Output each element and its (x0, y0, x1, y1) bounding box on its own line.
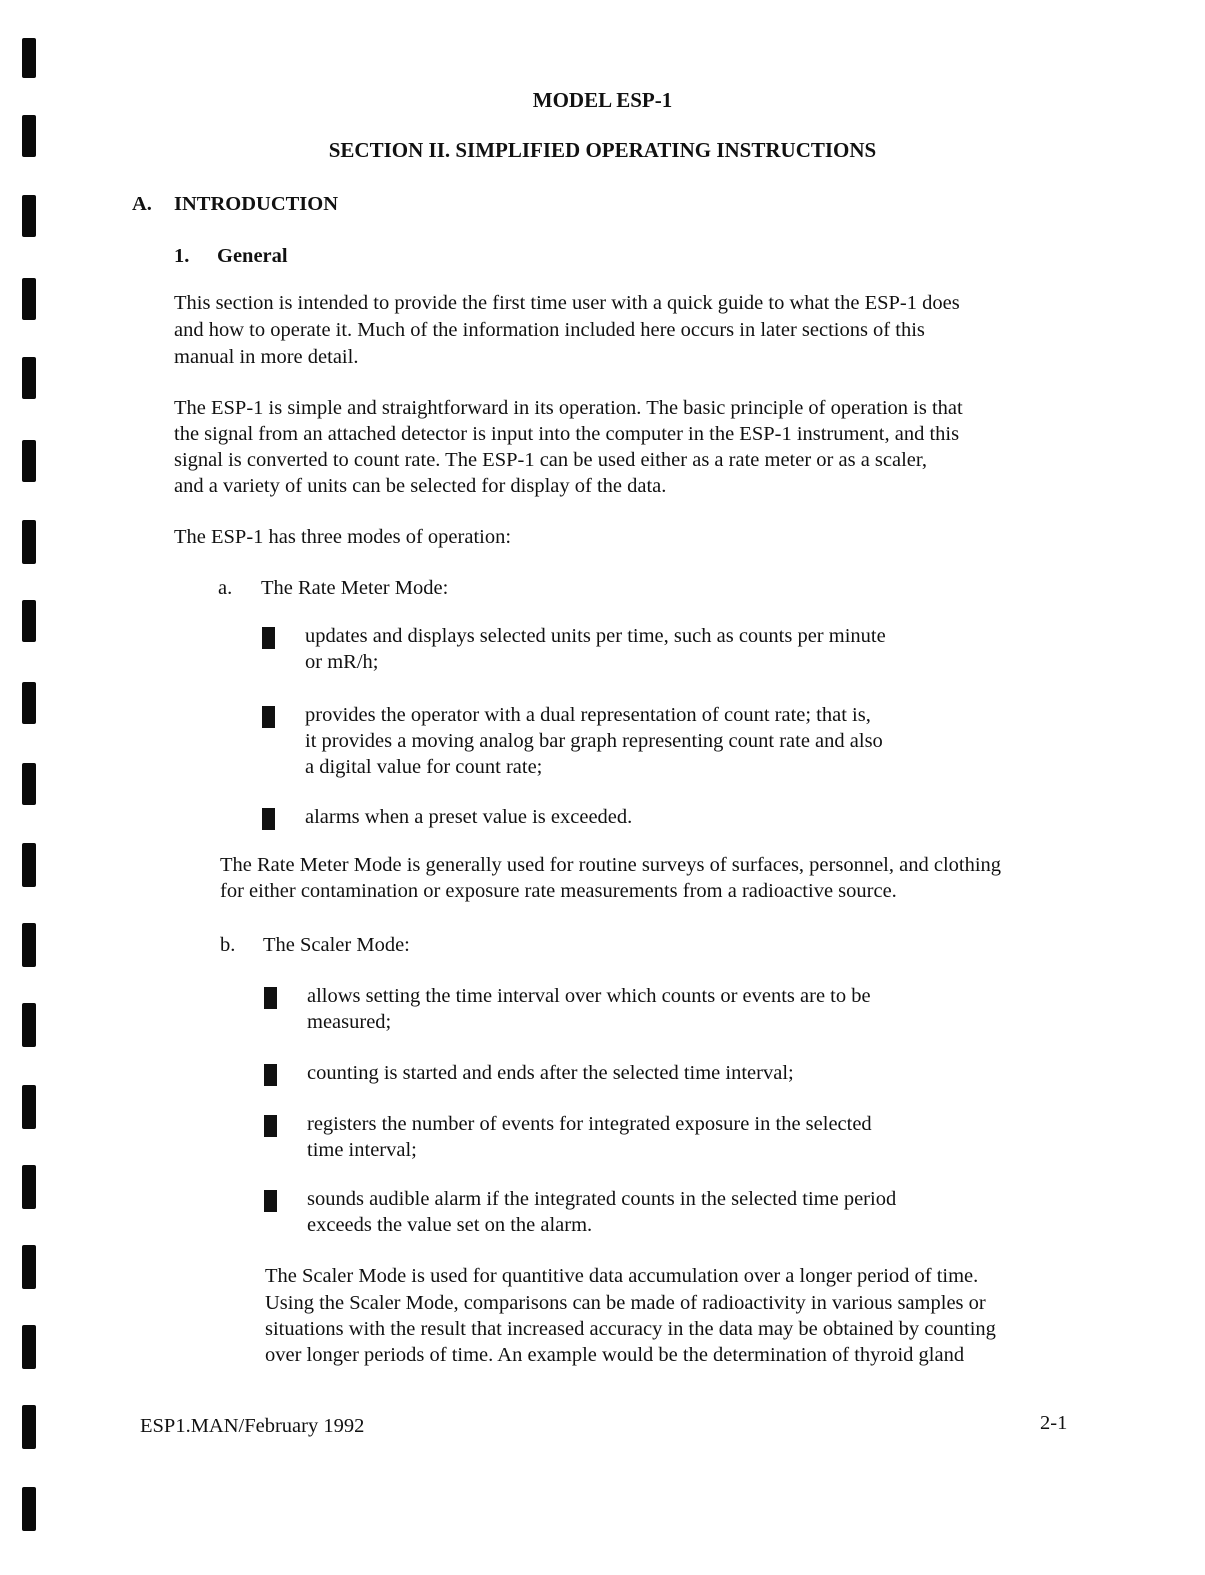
mode-a-title: The Rate Meter Mode: (261, 577, 449, 599)
bullet-text-line: allows setting the time interval over which counts or events are to be (307, 985, 871, 1007)
bullet-text-line: exceeds the value set on the alarm. (307, 1214, 593, 1236)
bullet-square-icon (264, 1190, 277, 1212)
paragraph-line: manual in more detail. (174, 346, 359, 368)
bullet-text-line: it provides a moving analog bar graph representing count rate and also (305, 730, 883, 752)
binder-mark (22, 682, 36, 724)
section-a-title: INTRODUCTION (174, 193, 339, 215)
binder-mark (22, 1003, 36, 1047)
mode-b-title: The Scaler Mode: (263, 934, 410, 956)
footer-doc-ref: ESP1.MAN/February 1992 (140, 1415, 365, 1437)
binder-mark (22, 763, 36, 805)
binder-mark (22, 1325, 36, 1369)
bullet-square-icon (264, 1064, 277, 1086)
section-a-letter: A. (132, 193, 152, 215)
paragraph-line: situations with the result that increased accuracy in the data may be obtained by counting (265, 1318, 996, 1340)
paragraph-line: the signal from an attached detector is input into the computer in the ESP-1 instrument, and this (174, 423, 960, 445)
paragraph-line: for either contamination or exposure rate measurements from a radioactive source. (220, 880, 897, 902)
subsection-number: 1. (174, 245, 190, 267)
binder-mark (22, 357, 36, 399)
bullet-text-line: counting is started and ends after the selected time interval; (307, 1062, 794, 1084)
bullet-text-line: sounds audible alarm if the integrated counts in the selected time period (307, 1188, 897, 1210)
binder-mark (22, 278, 36, 320)
binder-mark (22, 600, 36, 642)
paragraph-line: and a variety of units can be selected for display of the data. (174, 475, 667, 497)
footer-page-number: 2-1 (1040, 1412, 1068, 1434)
bullet-text-line: time interval; (307, 1139, 417, 1161)
bullet-square-icon (262, 706, 275, 728)
bullet-text-line: alarms when a preset value is exceeded. (305, 806, 633, 828)
bullet-square-icon (262, 808, 275, 830)
paragraph-line: This section is intended to provide the first time user with a quick guide to what the ESP-1 does (174, 292, 960, 314)
paragraph-line: over longer periods of time. An example would be the determination of thyroid gland (265, 1344, 965, 1366)
binder-mark (22, 1405, 36, 1449)
binder-mark (22, 440, 36, 482)
binder-mark (22, 195, 36, 237)
bullet-square-icon (264, 987, 277, 1009)
mode-a-letter: a. (218, 577, 233, 599)
paragraph-line: and how to operate it. Much of the information included here occurs in later sections of this (174, 319, 925, 341)
bullet-text-line: measured; (307, 1011, 392, 1033)
section-title: SECTION II. SIMPLIFIED OPERATING INSTRUCTIONS (328, 138, 877, 162)
mode-b-letter: b. (220, 934, 236, 956)
paragraph-line: The Rate Meter Mode is generally used for routine surveys of surfaces, personnel, and clothing (220, 854, 1002, 876)
bullet-text-line: provides the operator with a dual representation of count rate; that is, (305, 704, 871, 726)
binder-mark (22, 520, 36, 564)
binder-mark (22, 1245, 36, 1289)
binder-mark (22, 923, 36, 967)
binder-mark (22, 843, 36, 887)
bullet-text-line: a digital value for count rate; (305, 756, 543, 778)
binder-mark (22, 38, 36, 78)
paragraph-line: The Scaler Mode is used for quantitive data accumulation over a longer period of time. (265, 1265, 979, 1287)
paragraph-line: signal is converted to count rate. The ESP-1 can be used either as a rate meter or as a scaler, (174, 449, 928, 471)
paragraph-modes-intro: The ESP-1 has three modes of operation: (174, 526, 512, 548)
binder-mark (22, 1165, 36, 1209)
bullet-square-icon (262, 627, 275, 649)
paragraph-line: The ESP-1 is simple and straightforward in its operation. The basic principle of operation is that (174, 397, 963, 419)
model-title: MODEL ESP-1 (532, 88, 673, 112)
subsection-title: General (217, 245, 288, 267)
binder-mark (22, 1487, 36, 1531)
paragraph-line: Using the Scaler Mode, comparisons can be made of radioactivity in various samples or (265, 1292, 986, 1314)
bullet-text-line: or mR/h; (305, 651, 379, 673)
bullet-text-line: registers the number of events for integrated exposure in the selected (307, 1113, 872, 1135)
bullet-text-line: updates and displays selected units per time, such as counts per minute (305, 625, 886, 647)
bullet-square-icon (264, 1115, 277, 1137)
binder-mark (22, 1085, 36, 1129)
